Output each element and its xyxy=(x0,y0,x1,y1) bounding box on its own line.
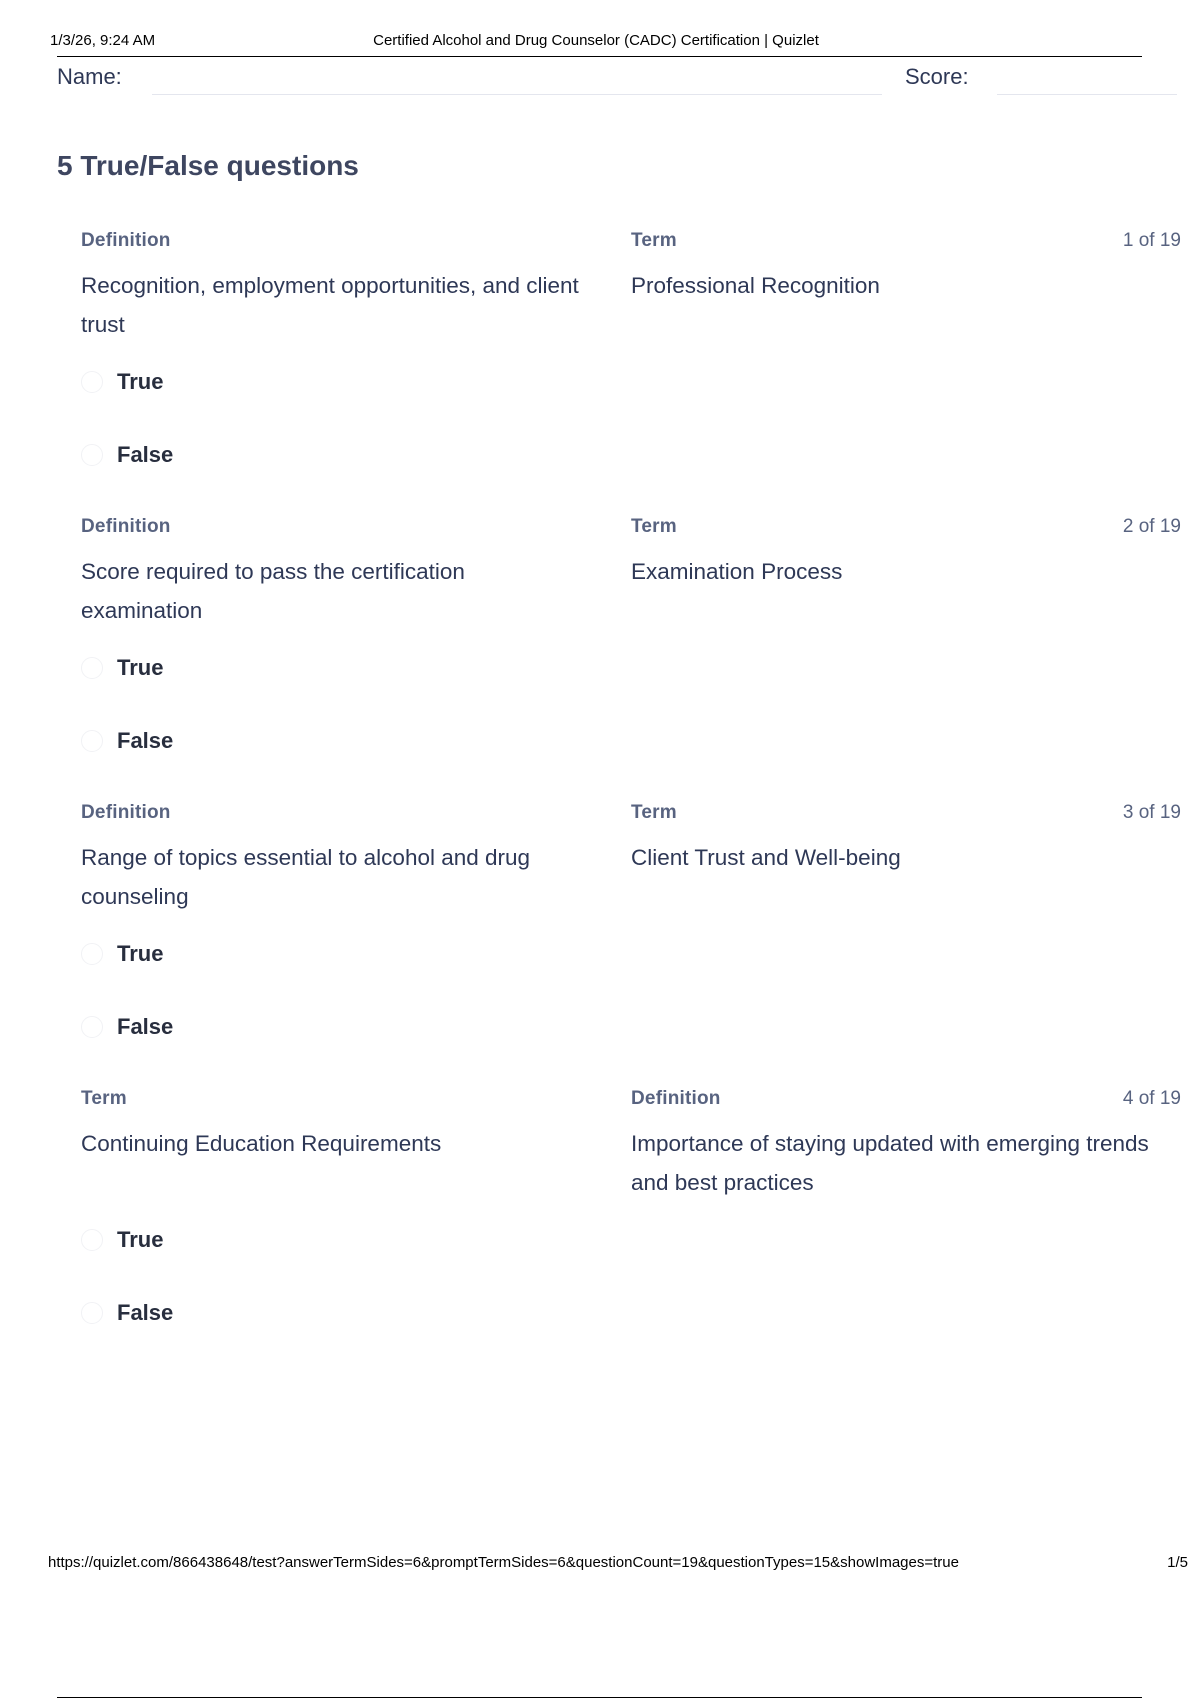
question-answer xyxy=(631,1088,1151,1202)
option-true[interactable] xyxy=(81,367,163,397)
print-header xyxy=(50,30,1142,52)
option-label: False xyxy=(117,1014,174,1039)
option-label: False xyxy=(117,1300,174,1325)
option-label: False xyxy=(117,728,174,753)
section-title: 5 True/False questions xyxy=(57,150,359,181)
print-datetime: 1/3/26, 9:24 AM xyxy=(50,32,156,49)
question-prompt xyxy=(81,802,591,916)
question-prompt xyxy=(81,516,591,630)
question-counter: 2 of 19 xyxy=(1122,516,1181,537)
option-true[interactable] xyxy=(81,939,163,969)
name-label: Name: xyxy=(57,64,122,89)
answer-text: Importance of staying updated with emerging trends and best practices xyxy=(631,1131,1149,1195)
option-label: True xyxy=(117,941,164,966)
score-label: Score: xyxy=(905,64,969,89)
option-false[interactable] xyxy=(81,1298,173,1328)
name-line xyxy=(152,94,882,95)
answer-label: Term xyxy=(631,802,677,823)
question-card xyxy=(81,230,1181,515)
answer-text: Examination Process xyxy=(631,559,843,584)
footer-divider xyxy=(57,1697,1142,1698)
answer-text: Professional Recognition xyxy=(631,273,880,298)
answer-text: Client Trust and Well-being xyxy=(631,845,901,870)
option-true[interactable] xyxy=(81,653,163,683)
radio-button[interactable] xyxy=(81,943,103,965)
question-counter: 1 of 19 xyxy=(1122,230,1181,251)
answer-label: Definition xyxy=(631,1088,721,1109)
radio-button[interactable] xyxy=(81,1229,103,1251)
option-label: True xyxy=(117,655,164,680)
prompt-label: Definition xyxy=(81,802,171,823)
prompt-text: Continuing Education Requirements xyxy=(81,1131,442,1156)
print-title: Certified Alcohol and Drug Counselor (CADC) Certification | Quizlet xyxy=(373,32,819,49)
option-true[interactable] xyxy=(81,1225,163,1255)
option-false[interactable] xyxy=(81,1012,173,1042)
answer-label: Term xyxy=(631,230,677,251)
radio-button[interactable] xyxy=(81,371,103,393)
prompt-label: Definition xyxy=(81,230,171,251)
prompt-label: Definition xyxy=(81,516,171,537)
question-card xyxy=(81,1088,1181,1373)
name-score-row xyxy=(57,62,1177,98)
radio-button[interactable] xyxy=(81,657,103,679)
radio-button[interactable] xyxy=(81,1302,103,1324)
option-false[interactable] xyxy=(81,440,173,470)
prompt-label: Term xyxy=(81,1088,127,1109)
option-label: True xyxy=(117,369,164,394)
print-url: https://quizlet.com/866438648/test?answerTermSides=6&promptTermSides=6&questionCount=19&questionTypes=15&showImages=true xyxy=(48,1554,959,1571)
answer-label: Term xyxy=(631,516,677,537)
question-prompt xyxy=(81,1088,591,1163)
score-line xyxy=(997,94,1177,95)
option-label: False xyxy=(117,442,174,467)
prompt-text: Score required to pass the certification examination xyxy=(81,559,465,623)
prompt-text: Range of topics essential to alcohol and drug counseling xyxy=(81,845,531,909)
header-divider xyxy=(57,56,1142,57)
option-false[interactable] xyxy=(81,726,173,756)
prompt-text: Recognition, employment opportunities, and client trust xyxy=(81,273,579,337)
radio-button[interactable] xyxy=(81,1016,103,1038)
question-counter: 3 of 19 xyxy=(1122,802,1181,823)
page-number: 1/5 xyxy=(1167,1554,1188,1571)
question-prompt xyxy=(81,230,591,344)
option-label: True xyxy=(117,1227,164,1252)
question-card xyxy=(81,516,1181,801)
radio-button[interactable] xyxy=(81,730,103,752)
question-answer xyxy=(631,230,1151,305)
radio-button[interactable] xyxy=(81,444,103,466)
question-counter: 4 of 19 xyxy=(1122,1088,1181,1109)
question-card xyxy=(81,802,1181,1087)
question-answer xyxy=(631,516,1151,591)
question-answer xyxy=(631,802,1151,877)
